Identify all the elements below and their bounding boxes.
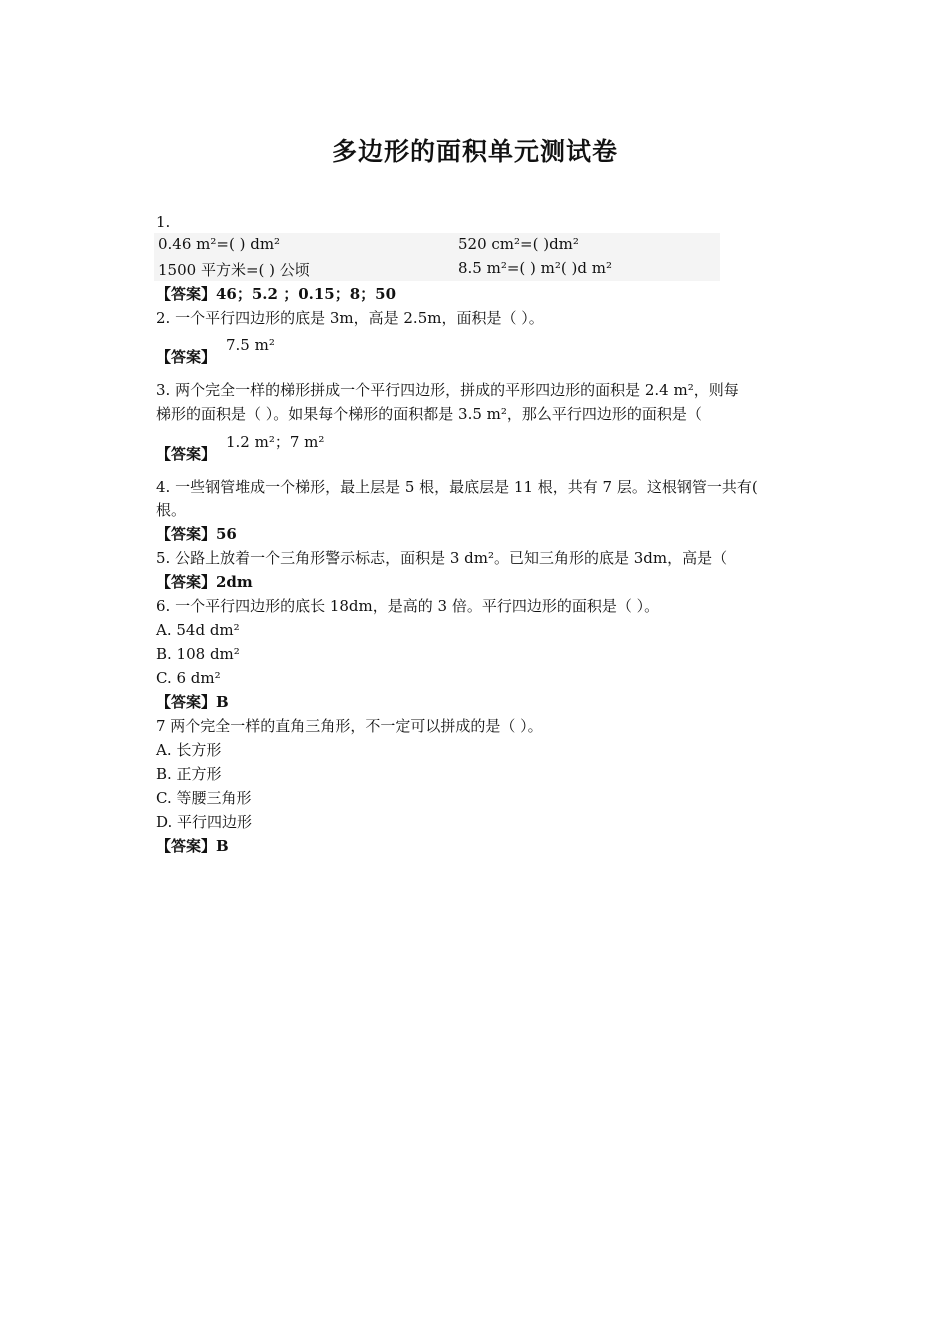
q6-answer: 【答案】B bbox=[156, 693, 229, 711]
q5-text: 5. 公路上放着一个三角形警示标志，面积是 3 dm²。已知三角形的底是 3dm，高是（ bbox=[156, 549, 728, 567]
q7-answer: 【答案】B bbox=[156, 837, 229, 855]
q1-number: 1. bbox=[156, 213, 171, 231]
q4-line1: 4. 一些钢管堆成一个梯形，最上层是 5 根，最底层是 11 根，共有 7 层。这根钢管一共有( bbox=[156, 478, 758, 496]
q2-answer-value: 7.5 m² bbox=[226, 336, 275, 354]
q6-option-b: B. 108 dm² bbox=[156, 645, 240, 663]
q6-option-c: C. 6 dm² bbox=[156, 669, 221, 687]
q7-option-c: C. 等腰三角形 bbox=[156, 789, 252, 807]
q4-answer: 【答案】56 bbox=[156, 525, 237, 543]
q1-table bbox=[154, 233, 720, 281]
q1-answer: 【答案】46；5.2 ；0.15；8；50 bbox=[156, 285, 397, 303]
q7-option-b: B. 正方形 bbox=[156, 765, 222, 783]
q7-text: 7 两个完全一样的直角三角形，不一定可以拼成的是（ ）。 bbox=[156, 717, 543, 735]
q3-line2: 梯形的面积是（ ）。如果每个梯形的面积都是 3.5 m²，那么平行四边形的面积是（ bbox=[156, 405, 702, 423]
q3-answer-label: 【答案】 bbox=[156, 445, 217, 463]
q7-option-a: A. 长方形 bbox=[156, 741, 222, 759]
q1-row1-right: 520 cm²=( )dm² bbox=[458, 235, 579, 253]
q1-row2-left: 1500 平方米=( ) 公顷 bbox=[158, 261, 310, 279]
q4-line2: 根。 bbox=[156, 501, 187, 519]
page-title: 多边形的面积单元测试卷 bbox=[331, 137, 618, 166]
q6-option-a: A. 54d dm² bbox=[156, 621, 240, 639]
q6-text: 6. 一个平行四边形的底长 18dm，是高的 3 倍。平行四边形的面积是（ ）。 bbox=[156, 597, 660, 615]
q5-answer: 【答案】2dm bbox=[156, 573, 253, 591]
q2-text: 2. 一个平行四边形的底是 3m，高是 2.5m，面积是（ ）。 bbox=[156, 309, 544, 327]
q1-row2-right: 8.5 m²=( ) m²( )d m² bbox=[458, 259, 612, 277]
q3-answer-value: 1.2 m²；7 m² bbox=[226, 433, 325, 451]
q1-row1-left: 0.46 m²=( ) dm² bbox=[158, 235, 281, 253]
q3-line1: 3. 两个完全一样的梯形拼成一个平行四边形，拼成的平形四边形的面积是 2.4 m²，则每 bbox=[156, 381, 739, 399]
q2-answer-label: 【答案】 bbox=[156, 348, 217, 366]
q7-option-d: D. 平行四边形 bbox=[156, 813, 253, 831]
